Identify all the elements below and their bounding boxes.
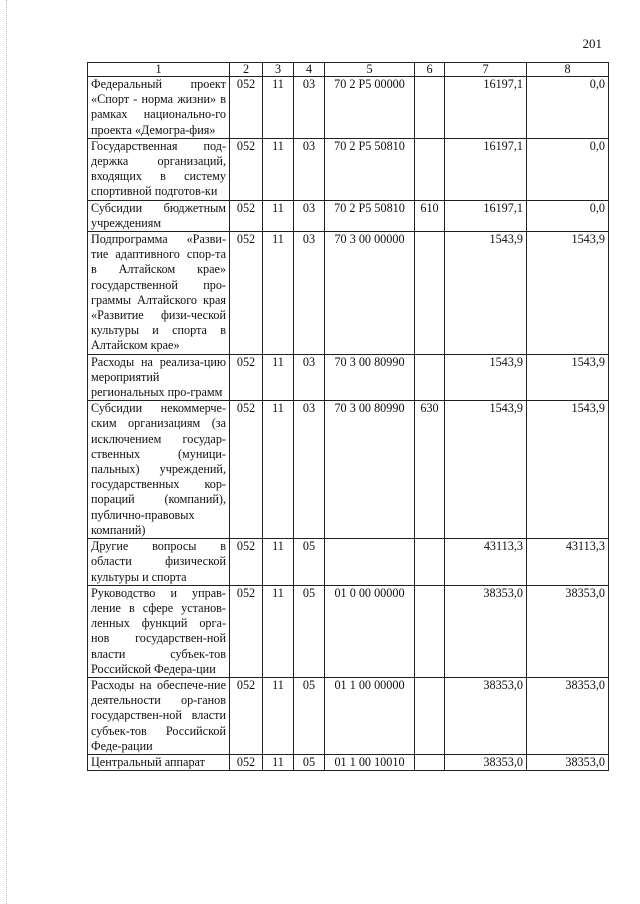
expense-type-cell [415,539,445,586]
row-name-cell: Субсидии некоммерче-ским организациям (за исключением государ-ственных (муници-пальных) учреждений, государственных кор-пораций (компаний), публично-правовых компаний) [88,401,230,539]
table-row [88,138,609,200]
row-name-cell: Расходы на обеспече-ние деятельности ор-ганов государствен-ной власти субъек-тов Российской Феде-рации [88,677,230,754]
table-row [88,754,609,770]
amount-year2-cell: 1543,9 [527,232,609,355]
page-number: 201 [582,36,602,51]
admin-code-cell: 052 [230,354,263,401]
table-row [88,77,609,139]
target-article-cell: 70 2 P5 50810 [325,200,415,231]
scan-margin-line [6,0,7,904]
subsection-cell: 05 [294,539,325,586]
section-cell: 11 [263,232,294,355]
amount-year2-cell: 0,0 [527,138,609,200]
budget-table [87,62,609,771]
amount-year2-cell: 1543,9 [527,354,609,401]
target-article-cell: 70 2 P5 50810 [325,138,415,200]
target-article-cell: 01 1 00 10010 [325,754,415,770]
admin-code-cell: 052 [230,585,263,677]
col-header-4: 4 [294,63,325,77]
target-article-cell: 01 1 00 00000 [325,677,415,754]
row-name-cell: Федеральный проект «Спорт - норма жизни» в рамках национально-го проекта «Демогра-фия» [88,77,230,139]
col-header-2: 2 [230,63,263,77]
table-header-row [88,63,609,77]
target-article-cell: 70 3 00 80990 [325,354,415,401]
amount-year1-cell: 1543,9 [445,401,527,539]
amount-year1-cell: 16197,1 [445,138,527,200]
section-cell: 11 [263,677,294,754]
amount-year1-cell: 38353,0 [445,754,527,770]
col-header-8: 8 [527,63,609,77]
col-header-5: 5 [325,63,415,77]
admin-code-cell: 052 [230,138,263,200]
expense-type-cell [415,77,445,139]
admin-code-cell: 052 [230,232,263,355]
col-header-1: 1 [88,63,230,77]
row-name-cell: Руководство и управ-ление в сфере установ-ленных функций орга-нов государствен-ной власти субъек-тов Российской Федера-ции [88,585,230,677]
expense-type-cell [415,354,445,401]
target-article-cell: 01 0 00 00000 [325,585,415,677]
amount-year1-cell: 43113,3 [445,539,527,586]
amount-year2-cell: 1543,9 [527,401,609,539]
row-name-cell: Расходы на реализа-цию мероприятий региональных про-грамм [88,354,230,401]
subsection-cell: 03 [294,138,325,200]
row-name-cell: Другие вопросы в области физической культуры и спорта [88,539,230,586]
admin-code-cell: 052 [230,200,263,231]
expense-type-cell [415,585,445,677]
section-cell: 11 [263,138,294,200]
expense-type-cell: 630 [415,401,445,539]
amount-year1-cell: 38353,0 [445,677,527,754]
table-row [88,354,609,401]
table-row [88,677,609,754]
subsection-cell: 05 [294,677,325,754]
section-cell: 11 [263,77,294,139]
table-row [88,401,609,539]
col-header-6: 6 [415,63,445,77]
expense-type-cell [415,232,445,355]
col-header-3: 3 [263,63,294,77]
row-name-cell: Субсидии бюджетным учреждениям [88,200,230,231]
section-cell: 11 [263,200,294,231]
amount-year1-cell: 16197,1 [445,77,527,139]
target-article-cell [325,539,415,586]
admin-code-cell: 052 [230,401,263,539]
amount-year2-cell: 0,0 [527,200,609,231]
table-row [88,585,609,677]
target-article-cell: 70 3 00 00000 [325,232,415,355]
section-cell: 11 [263,754,294,770]
amount-year2-cell: 0,0 [527,77,609,139]
subsection-cell: 03 [294,401,325,539]
subsection-cell: 05 [294,754,325,770]
table-row [88,200,609,231]
subsection-cell: 03 [294,200,325,231]
admin-code-cell: 052 [230,539,263,586]
row-name-cell: Центральный аппарат [88,754,230,770]
col-header-7: 7 [445,63,527,77]
expense-type-cell: 610 [415,200,445,231]
admin-code-cell: 052 [230,77,263,139]
expense-type-cell [415,754,445,770]
subsection-cell: 03 [294,354,325,401]
amount-year1-cell: 38353,0 [445,585,527,677]
admin-code-cell: 052 [230,754,263,770]
section-cell: 11 [263,585,294,677]
section-cell: 11 [263,539,294,586]
amount-year2-cell: 38353,0 [527,754,609,770]
expense-type-cell [415,138,445,200]
amount-year2-cell: 38353,0 [527,677,609,754]
row-name-cell: Государственная под-держка организаций, входящих в систему спортивной подготов-ки [88,138,230,200]
amount-year2-cell: 43113,3 [527,539,609,586]
admin-code-cell: 052 [230,677,263,754]
amount-year2-cell: 38353,0 [527,585,609,677]
subsection-cell: 05 [294,585,325,677]
expense-type-cell [415,677,445,754]
amount-year1-cell: 1543,9 [445,232,527,355]
table-row [88,232,609,355]
target-article-cell: 70 3 00 80990 [325,401,415,539]
subsection-cell: 03 [294,232,325,355]
subsection-cell: 03 [294,77,325,139]
table-row [88,539,609,586]
section-cell: 11 [263,401,294,539]
amount-year1-cell: 16197,1 [445,200,527,231]
target-article-cell: 70 2 P5 00000 [325,77,415,139]
amount-year1-cell: 1543,9 [445,354,527,401]
section-cell: 11 [263,354,294,401]
row-name-cell: Подпрограмма «Разви-тие адаптивного спор-та в Алтайском крае» государственной про-граммы Алтайского края «Развитие физи-ческой культуры и спорта в Алтайском крае» [88,232,230,355]
